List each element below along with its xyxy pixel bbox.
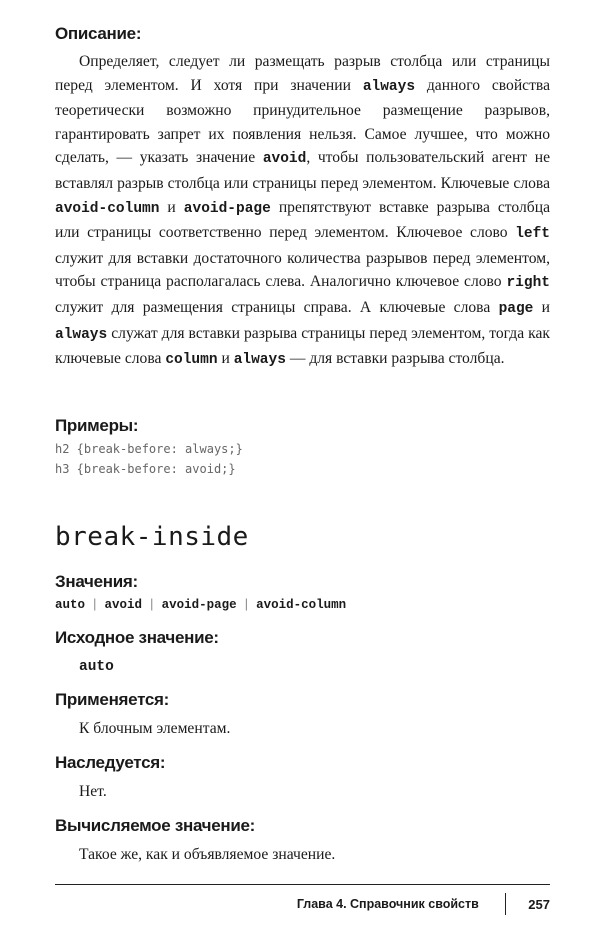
description-text: — для вставки разрыва столбца. [285,350,505,368]
property-title: break-inside [55,522,249,552]
chapter-title: Глава 4. Справочник свойств [296,897,479,911]
value-separator: | [91,598,99,612]
applies-section [55,688,550,740]
initial-value: auto [79,659,114,675]
computed-value: Такое же, как и объявляемое значение. [79,846,336,863]
description-text: служат для вставки разрыва страницы перед элементом, тогда как ключевые слова [55,324,550,368]
keyword-code: column [165,352,218,369]
keyword-code: left [515,226,550,243]
description-heading: Описание: [55,24,142,43]
description-text: служит для размещения страницы справа. А ключевые слова [55,298,499,316]
keyword-code: right [506,275,550,292]
value-separator: | [148,598,156,612]
initial-heading: Исходное значение: [55,628,219,647]
examples-section [55,414,550,478]
keyword-code: always [233,352,286,369]
keyword-code: always [362,78,416,95]
description-paragraph [55,50,550,373]
value-avoid-page: avoid-page [161,598,237,612]
values-list [55,596,550,614]
value-auto: auto [55,598,86,612]
computed-section [55,814,550,866]
examples-heading: Примеры: [55,416,139,435]
description-text: и [159,198,184,216]
value-avoid: avoid [104,598,143,612]
keyword-code: avoid [262,151,307,168]
keyword-code: avoid-column [55,200,160,217]
applies-value: К блочным элементам. [79,720,231,737]
page-footer [297,892,550,916]
inherited-section [55,751,550,803]
value-avoid-column: avoid-column [256,598,347,612]
values-heading: Значения: [55,572,138,591]
keyword-code: avoid-page [183,200,271,217]
initial-section [55,626,550,678]
footer-rule [55,884,550,885]
description-text: Определяет, следует ли размещать разрыв столбца или страницы перед элементом. И хотя при значении [55,53,550,94]
page-content [55,22,551,863]
page-number: 257 [528,896,550,912]
values-section [55,570,550,614]
keyword-code: page [498,300,534,317]
keyword-code: always [55,326,108,343]
description-text: препятствуют вставке разрыва столбца или страницы соответственно перед элементом. Ключевое слово [55,198,550,242]
description-text: данного свойства теоретически возможно принудительное размещение разрывов, гарантировать запрет их появления нельзя. Самое лучшее, что можно сделать, — указать значение [55,76,550,167]
footer-divider [505,893,507,915]
example-code-line-2: h3 {break-before: avoid;} [55,462,236,476]
inherited-value: Нет. [79,783,107,800]
computed-heading: Вычисляемое значение: [55,816,256,835]
description-text: , чтобы пользовательский агент не вставлял разрыв столбца или страницы перед элементом. Ключевые слова [55,149,550,192]
description-text: служит для вставки достаточного количества разрывов перед элементом, чтобы страница располагалась слева. Аналогично ключевое слово [55,249,550,291]
example-code-line-1: h2 {break-before: always;} [55,442,243,456]
description-text: и [217,350,234,368]
inherited-heading: Наследуется: [55,753,166,772]
description-text: и [533,298,551,316]
value-separator: | [242,598,251,612]
applies-heading: Применяется: [55,690,170,709]
